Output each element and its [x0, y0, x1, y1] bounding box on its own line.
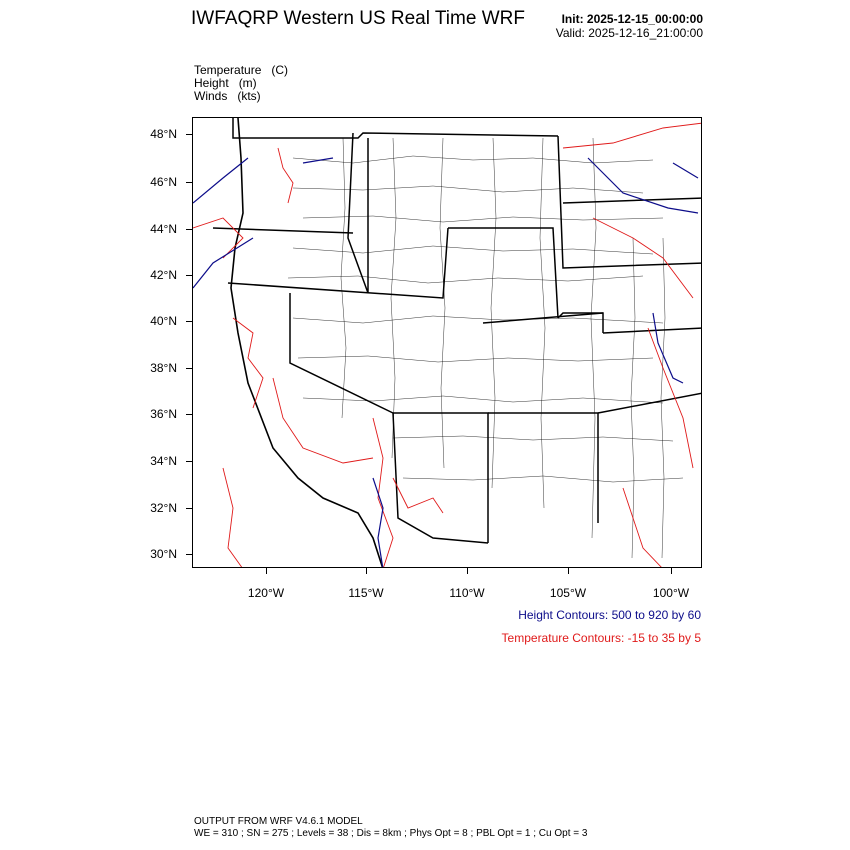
lat-label: 32°N: [150, 501, 177, 515]
lon-tick: [266, 568, 267, 574]
coastline: [231, 118, 383, 568]
height-contour-legend: Height Contours: 500 to 920 by 60: [518, 608, 701, 622]
lon-tick: [568, 568, 569, 574]
lat-label: 46°N: [150, 175, 177, 189]
lat-label: 38°N: [150, 361, 177, 375]
footer-line-config: WE = 310 ; SN = 275 ; Levels = 38 ; Dis = 8km ; Phys Opt = 8 ; PBL Opt = 1 ; Cu Opt = 3: [194, 828, 588, 839]
lon-label: 100°W: [652, 586, 690, 600]
lat-label: 42°N: [150, 268, 177, 282]
lat-tick: [186, 368, 192, 369]
lat-label: 48°N: [150, 127, 177, 141]
valid-time: Valid: 2025-12-16_21:00:00: [555, 26, 703, 40]
temperature-contour-legend: Temperature Contours: -15 to 35 by 5: [501, 631, 701, 645]
lat-tick: [186, 321, 192, 322]
lat-tick: [186, 554, 192, 555]
lat-tick: [186, 182, 192, 183]
field-winds: Winds (kts): [194, 89, 261, 103]
lat-tick: [186, 134, 192, 135]
lon-label: 120°W: [247, 586, 285, 600]
lat-tick: [186, 461, 192, 462]
temperature-contours: [193, 123, 702, 568]
height-contours: [193, 158, 698, 568]
model-footer: [194, 816, 587, 840]
map-svg: [193, 118, 702, 568]
footer-line-model: OUTPUT FROM WRF V4.6.1 MODEL: [194, 816, 363, 827]
map-panel: [192, 117, 702, 568]
lon-label: 105°W: [549, 586, 587, 600]
field-list: [194, 64, 288, 103]
chart-title: IWFAQRP Western US Real Time WRF: [191, 8, 525, 29]
lat-label: 36°N: [150, 407, 177, 421]
lon-label: 115°W: [348, 586, 384, 600]
lat-label: 34°N: [150, 454, 177, 468]
lon-tick: [366, 568, 367, 574]
state-boundaries: [213, 118, 702, 543]
lat-label: 40°N: [150, 314, 177, 328]
lat-tick: [186, 508, 192, 509]
field-temperature: Temperature (C): [194, 63, 289, 77]
field-height: Height (m): [194, 76, 257, 90]
lat-label: 30°N: [150, 547, 177, 561]
lat-label: 44°N: [150, 222, 177, 236]
init-time: Init: 2025-12-15_00:00:00: [561, 12, 703, 26]
lon-tick: [671, 568, 672, 574]
lat-tick: [186, 275, 192, 276]
lat-tick: [186, 229, 192, 230]
lon-tick: [467, 568, 468, 574]
lon-label: 110°W: [449, 586, 485, 600]
lat-tick: [186, 414, 192, 415]
